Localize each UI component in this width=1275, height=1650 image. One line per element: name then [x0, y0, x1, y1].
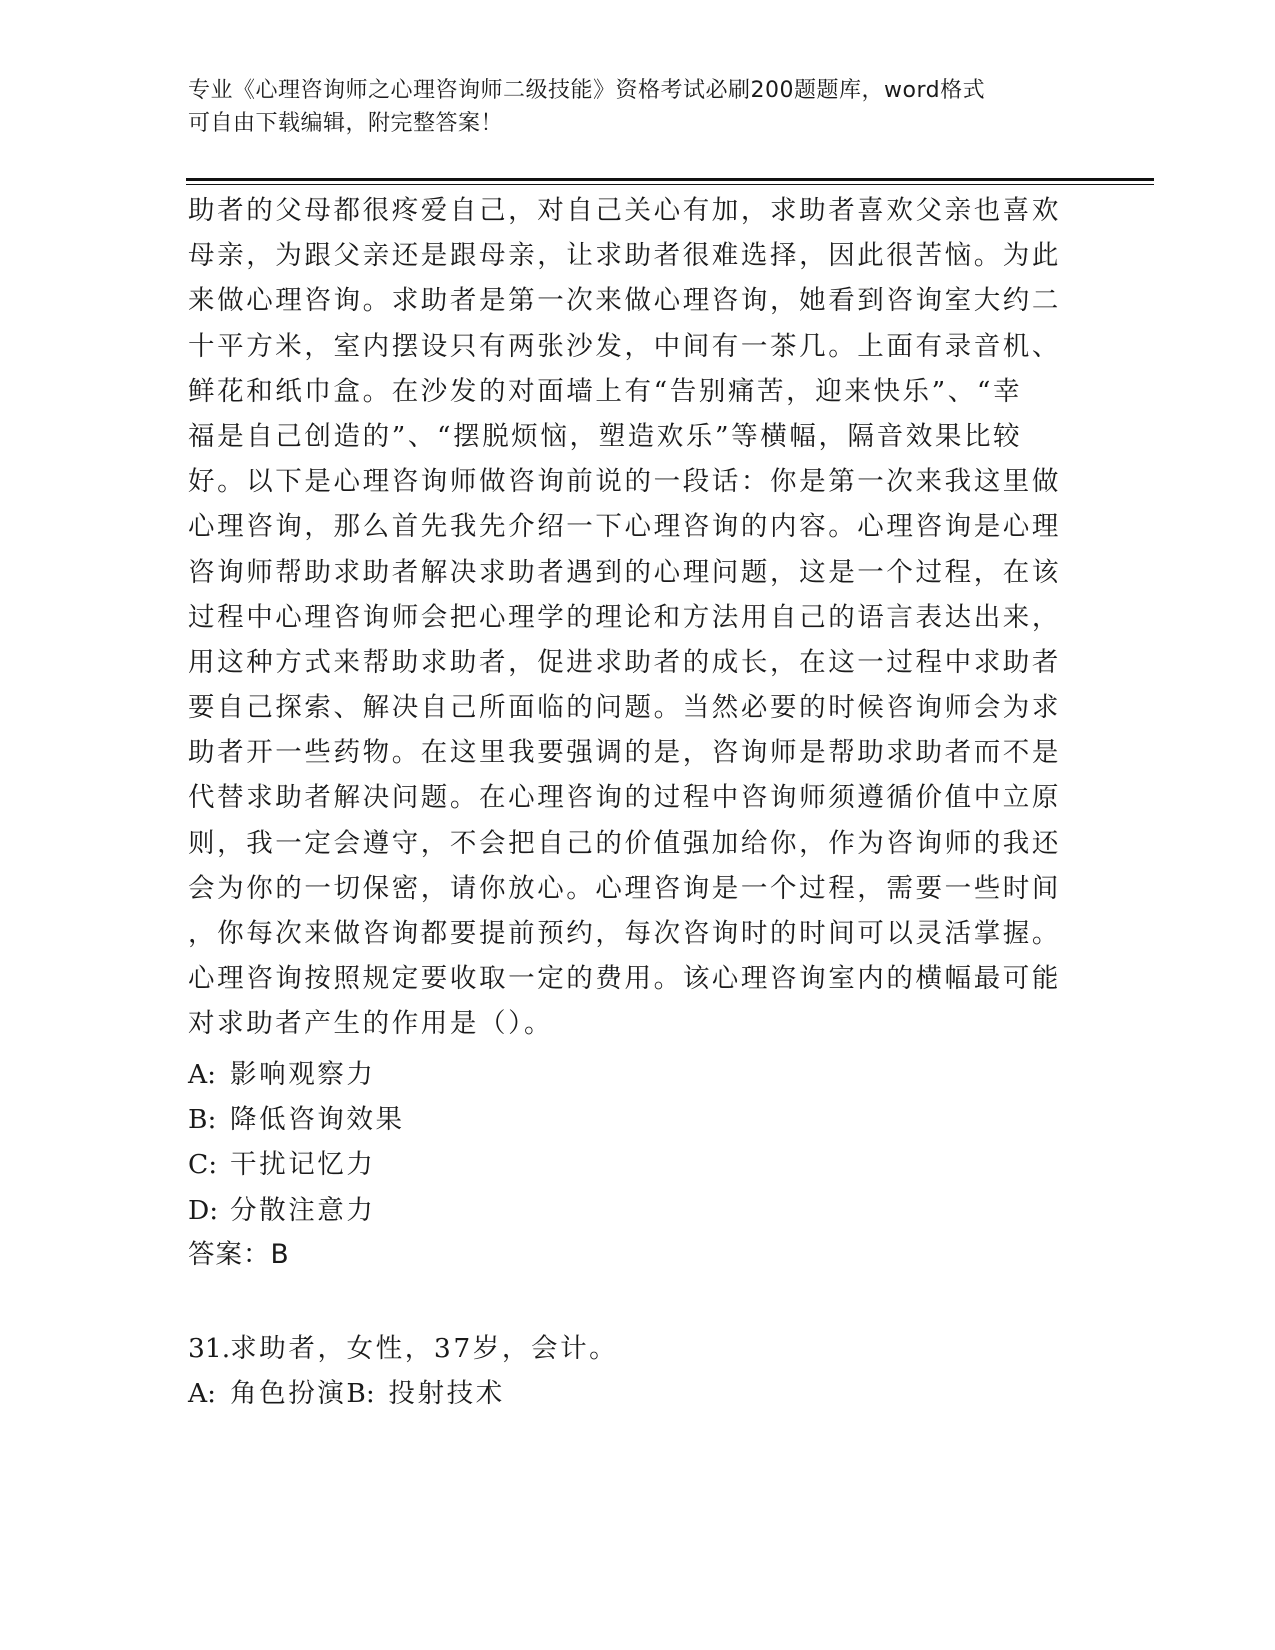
stem-line: 来做心理咨询。求助者是第一次来做心理咨询，她看到咨询室大约二	[188, 285, 1061, 317]
stem-line: 助者开一些药物。在这里我要强调的是，咨询师是帮助求助者而不是	[188, 737, 1061, 769]
option-key: C:	[188, 1149, 218, 1181]
option-text: 分散注意力	[230, 1194, 376, 1226]
question-31-text: 求助者，女性，37岁，会计。	[230, 1333, 619, 1364]
stem-line: 鲜花和纸巾盒。在沙发的对面墙上有“告别痛苦，迎来快乐”、“幸	[188, 375, 1023, 407]
option-a	[188, 1052, 888, 1097]
option-text: 影响观察力	[230, 1059, 376, 1090]
stem-line: 好。以下是心理咨询师做咨询前说的一段话：你是第一次来我这里做	[188, 466, 1061, 498]
stem-line: 助者的父母都很疼爱自己，对自己关心有加，求助者喜欢父亲也喜欢	[188, 195, 1061, 226]
option-d	[188, 1188, 888, 1233]
question-30-stem	[188, 188, 1061, 1047]
stem-line: 心理咨询，那么首先我先介绍一下心理咨询的内容。心理咨询是心理	[188, 511, 1061, 543]
question-31-stem	[188, 1326, 1058, 1371]
option-text: 投射技术	[388, 1378, 505, 1410]
stem-line: 心理咨询按照规定要收取一定的费用。该心理咨询室内的横幅最可能	[188, 963, 1061, 995]
stem-line: 过程中心理咨询师会把心理学的理论和方法用自己的语言表达出来，	[188, 601, 1061, 633]
option-key: B:	[188, 1104, 217, 1136]
stem-line: 则，我一定会遵守，不会把自己的价值强加给你，作为咨询师的我还	[188, 827, 1061, 859]
stem-line: 福是自己创造的”、“摆脱烦恼，塑造欢乐”等横幅，隔音效果比较	[188, 420, 1023, 452]
option-c	[188, 1142, 888, 1187]
question-31	[188, 1326, 1058, 1410]
option-a	[188, 1378, 346, 1409]
stem-line: 要自己探索、解决自己所面临的问题。当然必要的时候咨询师会为求	[188, 692, 1061, 724]
option-text: 角色扮演	[230, 1378, 347, 1410]
option-text: 降低咨询效果	[230, 1104, 405, 1136]
option-key: D:	[188, 1194, 219, 1226]
page-header	[188, 74, 1068, 140]
question-31-options	[188, 1371, 1058, 1410]
question-31-number: 31.	[188, 1333, 231, 1364]
stem-line: 母亲，为跟父亲还是跟母亲，让求助者很难选择，因此很苦恼。为此	[188, 240, 1061, 272]
option-b	[188, 1097, 888, 1142]
stem-line: 咨询师帮助求助者解决求助者遇到的心理问题，这是一个过程，在该	[188, 556, 1061, 588]
stem-line: 十平方米，室内摆设只有两张沙发，中间有一茶几。上面有录音机、	[188, 330, 1061, 362]
stem-line: ，你每次来做咨询都要提前预约，每次咨询时的时间可以灵活掌握。	[188, 918, 1061, 949]
option-key: B:	[346, 1378, 375, 1410]
header-line-1: 专业《心理咨询师之心理咨询师二级技能》资格考试必刷200题题库，word格式	[188, 78, 986, 103]
stem-line: 会为你的一切保密，请你放心。心理咨询是一个过程，需要一些时间	[188, 872, 1061, 904]
stem-line: 代替求助者解决问题。在心理咨询的过程中咨询师须遵循价值中立原	[188, 782, 1061, 814]
header-divider-thin	[186, 184, 1154, 185]
stem-line: 对求助者产生的作用是（）。	[188, 1008, 554, 1040]
option-key: A:	[188, 1059, 217, 1090]
header-line-2: 可自由下载编辑，附完整答案！	[188, 111, 504, 136]
question-30-answer: 答案：B	[188, 1239, 290, 1270]
option-b	[346, 1378, 504, 1409]
option-text: 干扰记忆力	[230, 1149, 376, 1181]
header-divider-thick	[186, 178, 1154, 181]
option-key: A:	[188, 1378, 217, 1410]
question-30-options	[188, 1052, 888, 1233]
stem-line: 用这种方式来帮助求助者，促进求助者的成长，在这一过程中求助者	[188, 646, 1061, 678]
